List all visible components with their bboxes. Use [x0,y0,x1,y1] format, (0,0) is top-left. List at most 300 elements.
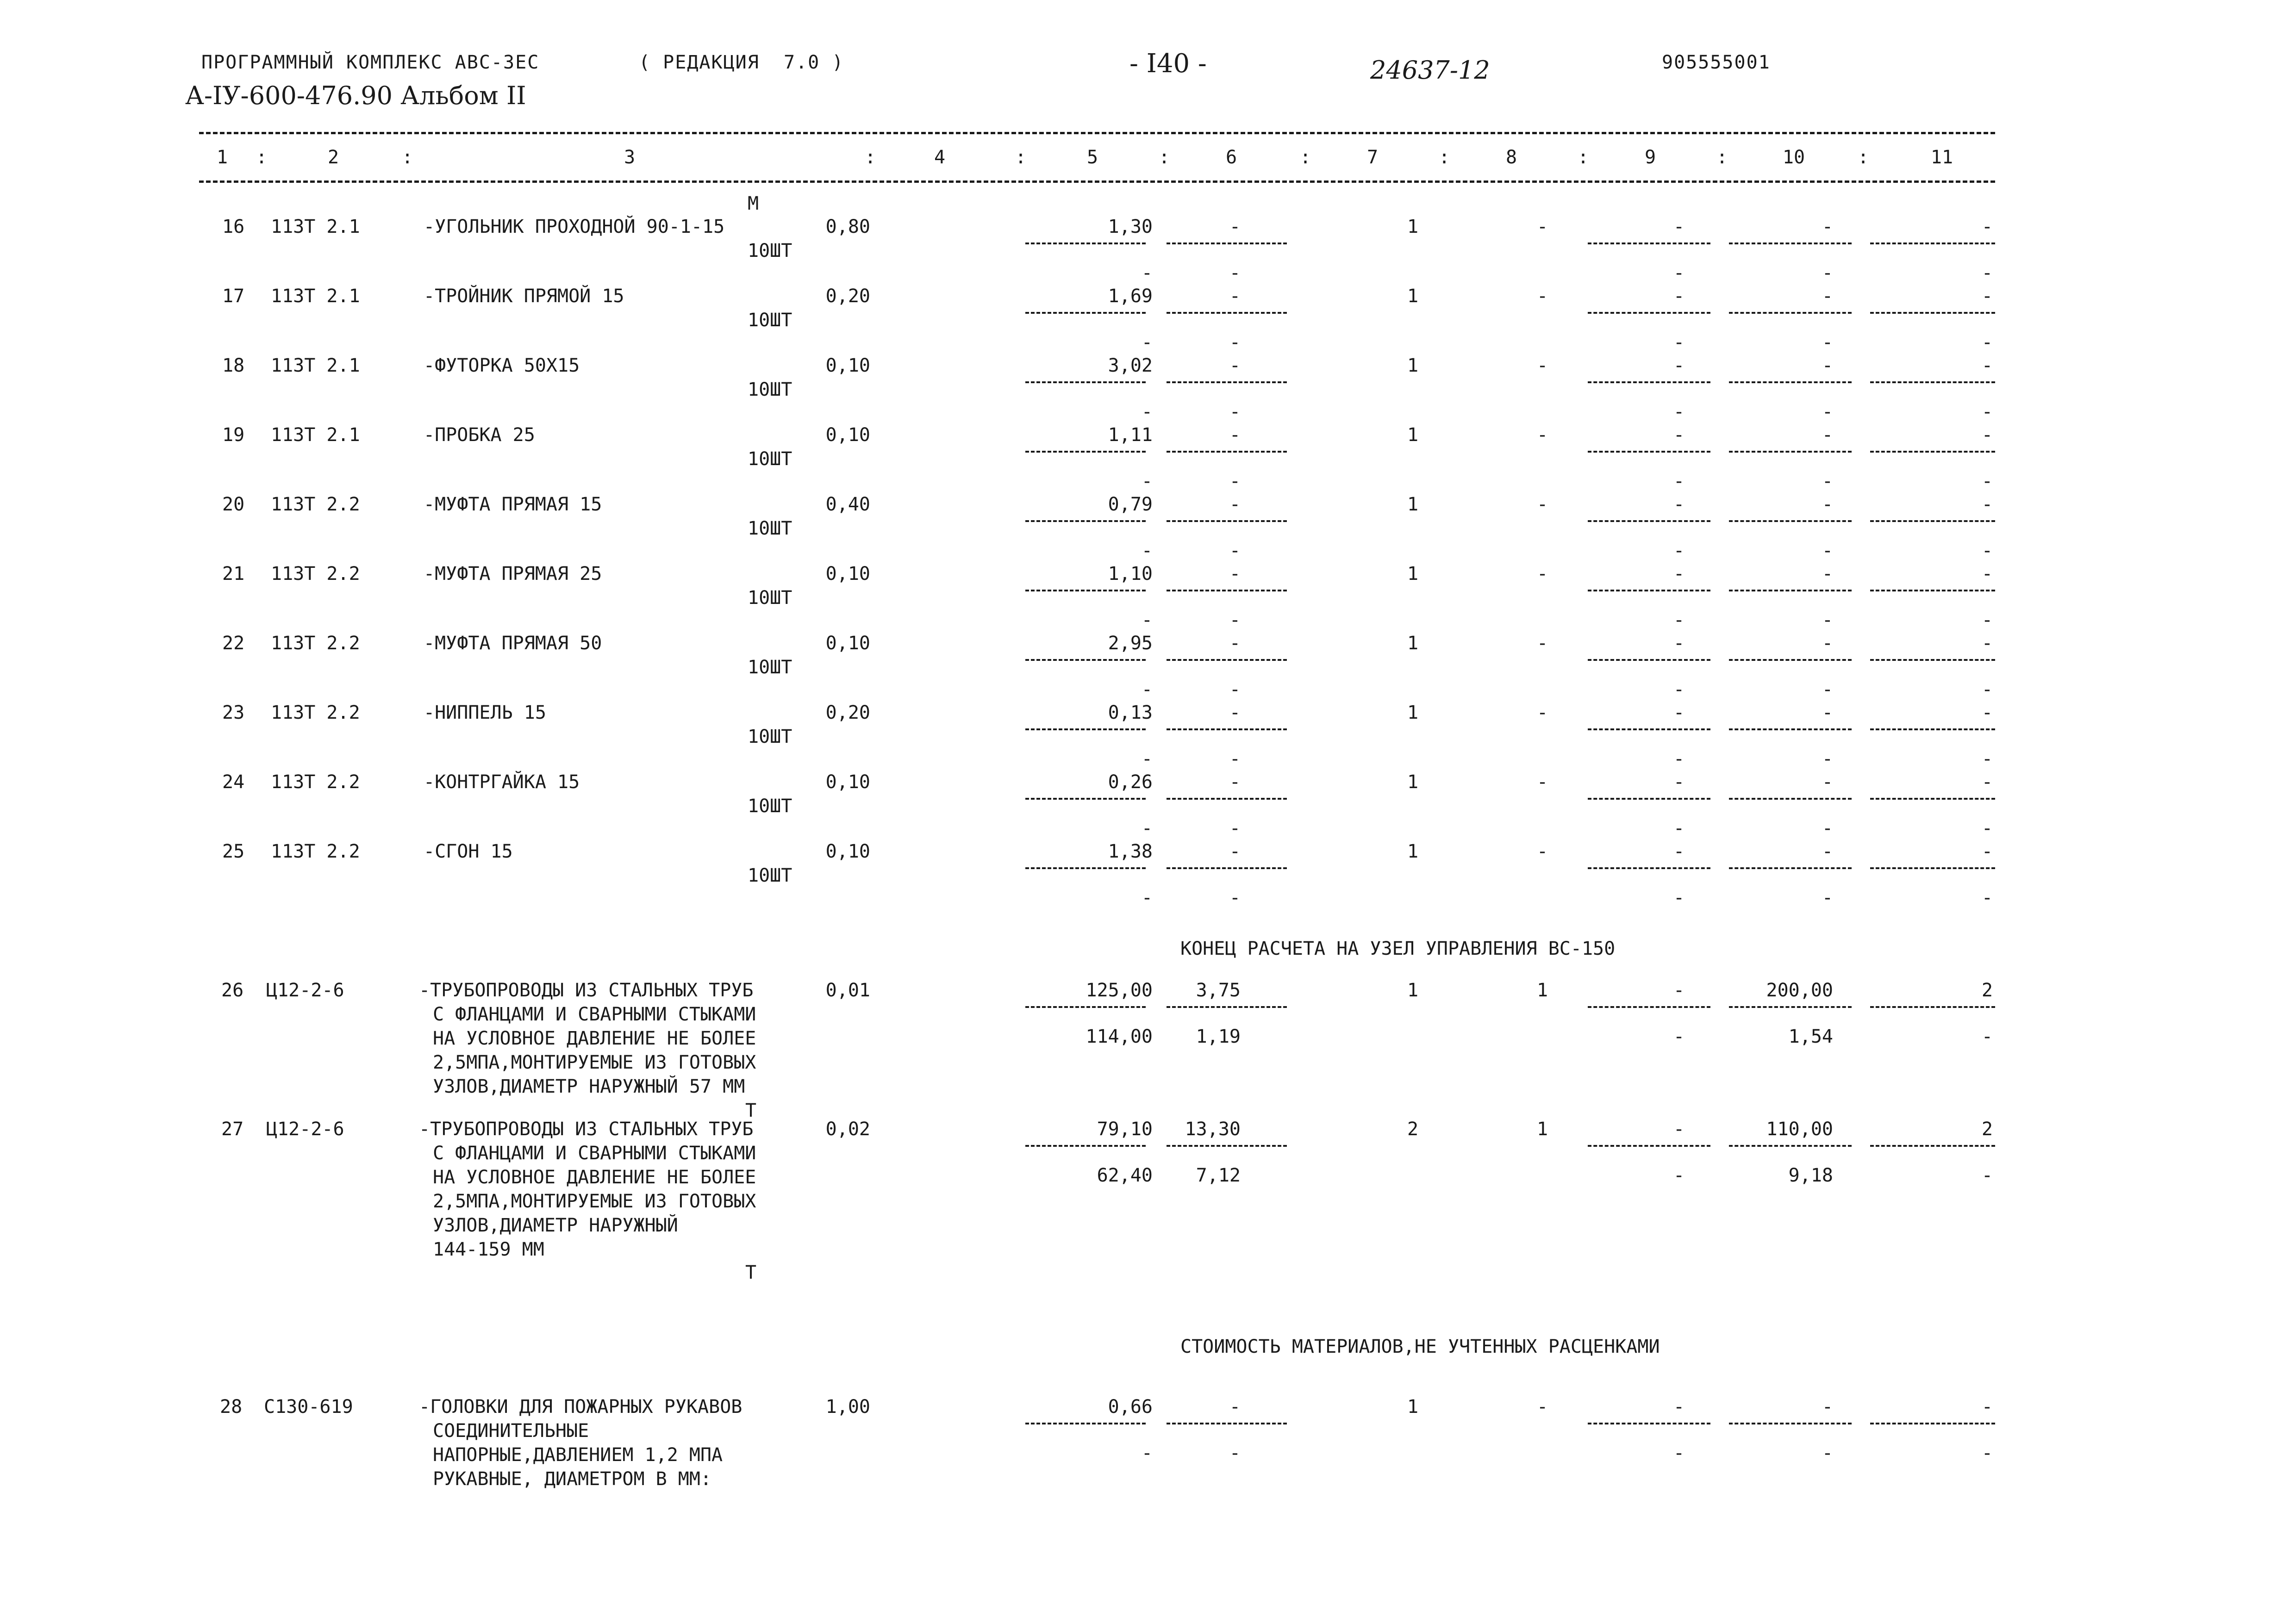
row-21-col11: - [1981,563,1993,585]
row-19-col6: - [1229,424,1241,446]
row-20-col5-lower: - [1141,540,1153,561]
row-23-col5-lower: - [1141,748,1153,770]
row-19-col4: 0,10 [825,424,870,446]
row-26-col5: 125,00 [1086,980,1153,1001]
row-17-number: 17 [222,286,245,307]
cell-divider [1729,1145,1852,1147]
row-21-code: 113Т 2.2 [271,563,360,585]
row-20-col10-lower: - [1822,540,1833,561]
cell-divider [1870,1145,1995,1147]
row-27-name-line-3: НА УСЛОВНОЕ ДАВЛЕНИЕ НЕ БОЛЕЕ [433,1167,756,1188]
row-19-col6-lower: - [1229,471,1241,492]
row-16-col11-lower: - [1981,262,1993,284]
row-17-col9: - [1673,286,1685,307]
row-17-col4: 0,20 [825,286,870,307]
row-18-col6-lower: - [1229,401,1241,423]
row-28-name-line-3: НАПОРНЫЕ,ДАВЛЕНИЕМ 1,2 МПА [433,1444,723,1466]
row-25-col6-lower: - [1229,887,1241,908]
row-17-col10-lower: - [1822,332,1833,353]
header-rule-bottom [199,180,1995,183]
row-19-name: -ПРОБКА 25 [424,424,535,446]
column-header-8: 8 [1505,147,1517,168]
cell-divider [1167,1145,1287,1147]
row-17-col6-lower: - [1229,332,1241,353]
row-24-col5: 0,26 [1108,771,1153,793]
row-28-col5: 0,66 [1108,1396,1153,1418]
row-27-col6-lower: 7,12 [1196,1165,1241,1186]
row-19-number: 19 [222,424,245,446]
row-23-number: 23 [222,702,245,723]
row-21-col6-lower: - [1229,609,1241,631]
row-17-col11: - [1981,286,1993,307]
row-24-col6-lower: - [1229,818,1241,839]
row-18-col5: 3,02 [1108,355,1153,376]
row-23-col5: 0,13 [1108,702,1153,723]
row-23-code: 113Т 2.2 [271,702,360,723]
row-20-unit: 10ШТ [748,518,792,539]
row-19-col11: - [1981,424,1993,446]
row-28-col4: 1,00 [825,1396,870,1418]
row-22-col9: - [1673,633,1685,654]
cell-divider [1167,590,1287,591]
row-25-col10-lower: - [1822,887,1833,908]
column-separator: : [1158,147,1170,168]
row-28-col9: - [1673,1396,1685,1418]
row-25-col7: 1 [1407,841,1419,862]
cell-divider [1870,381,1995,383]
row-18-col8: - [1537,355,1548,376]
row-27-col11-lower: - [1981,1165,1993,1186]
column-header-3: 3 [624,147,636,168]
cell-divider [1167,243,1287,244]
row-20-col5: 0,79 [1108,494,1153,515]
row-27-name-line-1: -ТРУБОПРОВОДЫ ИЗ СТАЛЬНЫХ ТРУБ [419,1119,754,1140]
row-24-code: 113Т 2.2 [271,771,360,793]
row-27-col10: 110,00 [1766,1119,1833,1140]
row-28-code: С130-619 [264,1396,353,1418]
row-26-col8: 1 [1537,980,1548,1001]
row-16-unit-above: М [748,193,759,214]
handwritten-number: 24637-12 [1370,56,1490,85]
row-18-col7: 1 [1407,355,1419,376]
row-18-number: 18 [222,355,245,376]
row-19-col5-lower: - [1141,471,1153,492]
row-18-col4: 0,10 [825,355,870,376]
row-22-name: -МУФТА ПРЯМАЯ 50 [424,633,602,654]
row-22-code: 113Т 2.2 [271,633,360,654]
row-21-col5-lower: - [1141,609,1153,631]
row-16-code: 113Т 2.1 [271,216,360,237]
row-23-col6: - [1229,702,1241,723]
cell-divider [1167,312,1287,314]
column-separator: : [1857,147,1869,168]
row-24-col5-lower: - [1141,818,1153,839]
row-23-col9: - [1673,702,1685,723]
row-17-name: -ТРОЙНИК ПРЯМОЙ 15 [424,286,624,307]
row-27-col5: 79,10 [1097,1119,1153,1140]
row-19-col9: - [1673,424,1685,446]
row-24-col11-lower: - [1981,818,1993,839]
row-23-col4: 0,20 [825,702,870,723]
row-17-col7: 1 [1407,286,1419,307]
row-23-col11-lower: - [1981,748,1993,770]
column-header-11: 11 [1930,147,1953,168]
row-23-name: -НИППЕЛЬ 15 [424,702,546,723]
row-27-col8: 1 [1537,1119,1548,1140]
cell-divider [1870,312,1995,314]
cell-divider [1870,867,1995,869]
cell-divider [1025,451,1146,453]
row-18-col11-lower: - [1981,401,1993,423]
row-26-unit: Т [745,1100,757,1121]
row-20-col6: - [1229,494,1241,515]
page-number: - I40 - [1129,49,1207,79]
cell-divider [1729,381,1852,383]
row-18-col10: - [1822,355,1833,376]
row-19-col5: 1,11 [1108,424,1153,446]
cell-divider [1025,1145,1146,1147]
cell-divider [1025,312,1146,314]
column-header-10: 10 [1782,147,1805,168]
cell-divider [1025,728,1146,730]
row-19-col8: - [1537,424,1548,446]
row-22-col7: 1 [1407,633,1419,654]
row-25-name: -СГОН 15 [424,841,513,862]
row-17-unit: 10ШТ [748,310,792,331]
cell-divider [1870,451,1995,453]
document-code: 905555001 [1662,52,1771,73]
row-26-col10: 200,00 [1766,980,1833,1001]
cell-divider [1729,312,1852,314]
row-26-code: Ц12-2-6 [266,980,344,1001]
cell-divider [1729,1006,1852,1008]
cell-divider [1588,1006,1710,1008]
row-20-col11-lower: - [1981,540,1993,561]
row-28-col6-lower: - [1229,1443,1241,1464]
column-separator: : [1716,147,1728,168]
cell-divider [1870,728,1995,730]
row-18-unit: 10ШТ [748,379,792,400]
row-20-col7: 1 [1407,494,1419,515]
cell-divider [1167,798,1287,800]
row-20-number: 20 [222,494,245,515]
cell-divider [1870,520,1995,522]
cell-divider [1729,520,1852,522]
cell-divider [1167,1423,1287,1424]
section-materials: СТОИМОСТЬ МАТЕРИАЛОВ,НЕ УЧТЕННЫХ РАСЦЕНКАМИ [1180,1336,1660,1357]
column-separator: : [256,147,268,168]
row-19-code: 113Т 2.1 [271,424,360,446]
cell-divider [1870,798,1995,800]
row-25-number: 25 [222,841,245,862]
row-26-col11-lower: - [1981,1026,1993,1047]
row-27-col7: 2 [1407,1119,1419,1140]
cell-divider [1167,451,1287,453]
row-20-col8: - [1537,494,1548,515]
cell-divider [1729,798,1852,800]
row-16-unit: 10ШТ [748,240,792,261]
row-27-col9: - [1673,1119,1685,1140]
row-20-col11: - [1981,494,1993,515]
row-28-col7: 1 [1407,1396,1419,1418]
row-27-col5-lower: 62,40 [1097,1165,1153,1186]
column-header-2: 2 [327,147,339,168]
row-21-col10-lower: - [1822,609,1833,631]
row-27-number: 27 [221,1119,244,1140]
cell-divider [1588,451,1710,453]
column-header-5: 5 [1086,147,1098,168]
row-23-col10-lower: - [1822,748,1833,770]
row-24-col7: 1 [1407,771,1419,793]
row-25-col5: 1,38 [1108,841,1153,862]
cell-divider [1025,867,1146,869]
row-17-code: 113Т 2.1 [271,286,360,307]
cell-divider [1025,590,1146,591]
row-19-col7: 1 [1407,424,1419,446]
row-27-col6: 13,30 [1185,1119,1241,1140]
row-23-col10: - [1822,702,1833,723]
row-20-col9: - [1673,494,1685,515]
row-23-col7: 1 [1407,702,1419,723]
cell-divider [1588,590,1710,591]
cell-divider [1025,1006,1146,1008]
row-16-col9-lower: - [1673,262,1685,284]
row-21-col7: 1 [1407,563,1419,585]
row-24-col6: - [1229,771,1241,793]
column-header-6: 6 [1225,147,1237,168]
cell-divider [1588,312,1710,314]
cell-divider [1588,798,1710,800]
row-26-col11: 2 [1981,980,1993,1001]
row-26-name-line-2: С ФЛАНЦАМИ И СВАРНЫМИ СТЫКАМИ [433,1004,756,1025]
row-16-col11: - [1981,216,1993,237]
row-27-name-line-2: С ФЛАНЦАМИ И СВАРНЫМИ СТЫКАМИ [433,1143,756,1164]
row-26-col7: 1 [1407,980,1419,1001]
row-20-code: 113Т 2.2 [271,494,360,515]
row-21-name: -МУФТА ПРЯМАЯ 25 [424,563,602,585]
row-21-col8: - [1537,563,1548,585]
row-22-col11: - [1981,633,1993,654]
cell-divider [1870,1423,1995,1424]
cell-divider [1729,1423,1852,1424]
column-separator: : [864,147,876,168]
row-22-col5: 2,95 [1108,633,1153,654]
row-28-col8: - [1537,1396,1548,1418]
column-separator: : [1015,147,1027,168]
row-21-unit: 10ШТ [748,587,792,609]
row-17-col6: - [1229,286,1241,307]
row-28-name-line-1: -ГОЛОВКИ ДЛЯ ПОЖАРНЫХ РУКАВОВ [419,1396,742,1418]
row-24-col8: - [1537,771,1548,793]
cell-divider [1167,520,1287,522]
row-17-col8: - [1537,286,1548,307]
row-26-col6: 3,75 [1196,980,1241,1001]
row-19-col11-lower: - [1981,471,1993,492]
row-18-name: -ФУТОРКА 50Х15 [424,355,580,376]
row-16-col10: - [1822,216,1833,237]
row-17-col10: - [1822,286,1833,307]
cell-divider [1167,381,1287,383]
cell-divider [1167,659,1287,661]
row-28-col11-lower: - [1981,1443,1993,1464]
row-24-number: 24 [222,771,245,793]
row-22-col10-lower: - [1822,679,1833,700]
cell-divider [1870,243,1995,244]
cell-divider [1729,590,1852,591]
row-16-col6: - [1229,216,1241,237]
row-25-col11: - [1981,841,1993,862]
row-16-col8: - [1537,216,1548,237]
row-22-col6-lower: - [1229,679,1241,700]
row-18-code: 113Т 2.1 [271,355,360,376]
row-28-col11: - [1981,1396,1993,1418]
column-separator: : [1299,147,1311,168]
row-28-col9-lower: - [1673,1443,1685,1464]
cell-divider [1167,867,1287,869]
row-22-number: 22 [222,633,245,654]
row-22-unit: 10ШТ [748,657,792,678]
row-20-col4: 0,40 [825,494,870,515]
edition-label: ( РЕДАКЦИЯ 7.0 ) [639,52,844,73]
section-end-calc: КОНЕЦ РАСЧЕТА НА УЗЕЛ УПРАВЛЕНИЯ ВС-150 [1180,938,1616,959]
row-26-name-line-5: УЗЛОВ,ДИАМЕТР НАРУЖНЫЙ 57 ММ [433,1076,745,1097]
row-23-col8: - [1537,702,1548,723]
row-20-col10: - [1822,494,1833,515]
row-27-col10-lower: 9,18 [1788,1165,1833,1186]
row-21-col11-lower: - [1981,609,1993,631]
row-21-col9: - [1673,563,1685,585]
row-27-unit: Т [745,1262,757,1283]
cell-divider [1729,451,1852,453]
cell-divider [1870,659,1995,661]
row-27-name-line-4: 2,5МПА,МОНТИРУЕМЫЕ ИЗ ГОТОВЫХ [433,1191,756,1212]
row-24-col4: 0,10 [825,771,870,793]
cell-divider [1588,1423,1710,1424]
row-27-col4: 0,02 [825,1119,870,1140]
cell-divider [1025,381,1146,383]
row-27-name-line-5: УЗЛОВ,ДИАМЕТР НАРУЖНЫЙ [433,1215,678,1236]
row-27-code: Ц12-2-6 [266,1119,344,1140]
row-21-number: 21 [222,563,245,585]
row-18-col5-lower: - [1141,401,1153,423]
row-16-name: -УГОЛЬНИК ПРОХОДНОЙ 90-1-15 [424,216,725,237]
row-19-col10-lower: - [1822,471,1833,492]
row-23-col11: - [1981,702,1993,723]
row-21-col5: 1,10 [1108,563,1153,585]
row-24-col9: - [1673,771,1685,793]
row-25-col4: 0,10 [825,841,870,862]
row-21-col10: - [1822,563,1833,585]
row-26-name-line-1: -ТРУБОПРОВОДЫ ИЗ СТАЛЬНЫХ ТРУБ [419,980,754,1001]
cell-divider [1588,243,1710,244]
row-27-name-line-6: 144-159 ММ [433,1239,544,1260]
cell-divider [1588,867,1710,869]
row-22-col11-lower: - [1981,679,1993,700]
row-16-number: 16 [222,216,245,237]
row-20-col6-lower: - [1229,540,1241,561]
row-17-col9-lower: - [1673,332,1685,353]
row-22-col6: - [1229,633,1241,654]
row-24-col11: - [1981,771,1993,793]
cell-divider [1870,590,1995,591]
row-24-col10: - [1822,771,1833,793]
row-18-col11: - [1981,355,1993,376]
column-separator: : [401,147,413,168]
row-27-col9-lower: - [1673,1165,1685,1186]
row-18-col6: - [1229,355,1241,376]
row-21-col9-lower: - [1673,609,1685,631]
row-26-col4: 0,01 [825,980,870,1001]
cell-divider [1025,659,1146,661]
row-28-name-line-2: СОЕДИНИТЕЛЬНЫЕ [433,1420,589,1442]
row-24-unit: 10ШТ [748,796,792,817]
row-24-col10-lower: - [1822,818,1833,839]
cell-divider [1588,728,1710,730]
cell-divider [1729,243,1852,244]
row-26-col5-lower: 114,00 [1086,1026,1153,1047]
column-separator: : [1577,147,1589,168]
row-27-col11: 2 [1981,1119,1993,1140]
row-16-col7: 1 [1407,216,1419,237]
cell-divider [1588,520,1710,522]
program-title: ПРОГРАММНЫЙ КОМПЛЕКС АВС-3ЕС [201,52,540,73]
column-header-1: 1 [216,147,228,168]
cell-divider [1729,728,1852,730]
row-25-col9-lower: - [1673,887,1685,908]
row-25-col8: - [1537,841,1548,862]
cell-divider [1167,1006,1287,1008]
row-19-unit: 10ШТ [748,448,792,470]
cell-divider [1588,381,1710,383]
row-24-name: -КОНТРГАЙКА 15 [424,771,580,793]
column-header-9: 9 [1644,147,1656,168]
row-23-col9-lower: - [1673,748,1685,770]
row-16-col5: 1,30 [1108,216,1153,237]
column-header-4: 4 [934,147,946,168]
row-16-col4: 0,80 [825,216,870,237]
row-26-name-line-4: 2,5МПА,МОНТИРУЕМЫЕ ИЗ ГОТОВЫХ [433,1052,756,1073]
row-17-col5-lower: - [1141,332,1153,353]
row-22-col8: - [1537,633,1548,654]
row-21-col4: 0,10 [825,563,870,585]
row-20-name: -МУФТА ПРЯМАЯ 15 [424,494,602,515]
row-20-col9-lower: - [1673,540,1685,561]
cell-divider [1588,659,1710,661]
row-18-col9: - [1673,355,1685,376]
cell-divider [1025,243,1146,244]
row-26-name-line-3: НА УСЛОВНОЕ ДАВЛЕНИЕ НЕ БОЛЕЕ [433,1028,756,1049]
cell-divider [1025,798,1146,800]
row-25-col6: - [1229,841,1241,862]
cell-divider [1729,659,1852,661]
row-26-col6-lower: 1,19 [1196,1026,1241,1047]
row-25-col11-lower: - [1981,887,1993,908]
row-22-col10: - [1822,633,1833,654]
row-28-name-line-4: РУКАВНЫЕ, ДИАМЕТРОМ В ММ: [433,1468,712,1490]
header-rule-top [199,132,1995,134]
row-26-col9-lower: - [1673,1026,1685,1047]
column-header-7: 7 [1366,147,1379,168]
row-28-number: 28 [220,1396,243,1418]
row-18-col9-lower: - [1673,401,1685,423]
column-separator: : [1438,147,1450,168]
row-23-col6-lower: - [1229,748,1241,770]
row-25-unit: 10ШТ [748,865,792,886]
row-21-col6: - [1229,563,1241,585]
row-24-col9-lower: - [1673,818,1685,839]
row-25-code: 113Т 2.2 [271,841,360,862]
album-title: А-IУ-600-476.90 Альбом II [185,81,526,110]
